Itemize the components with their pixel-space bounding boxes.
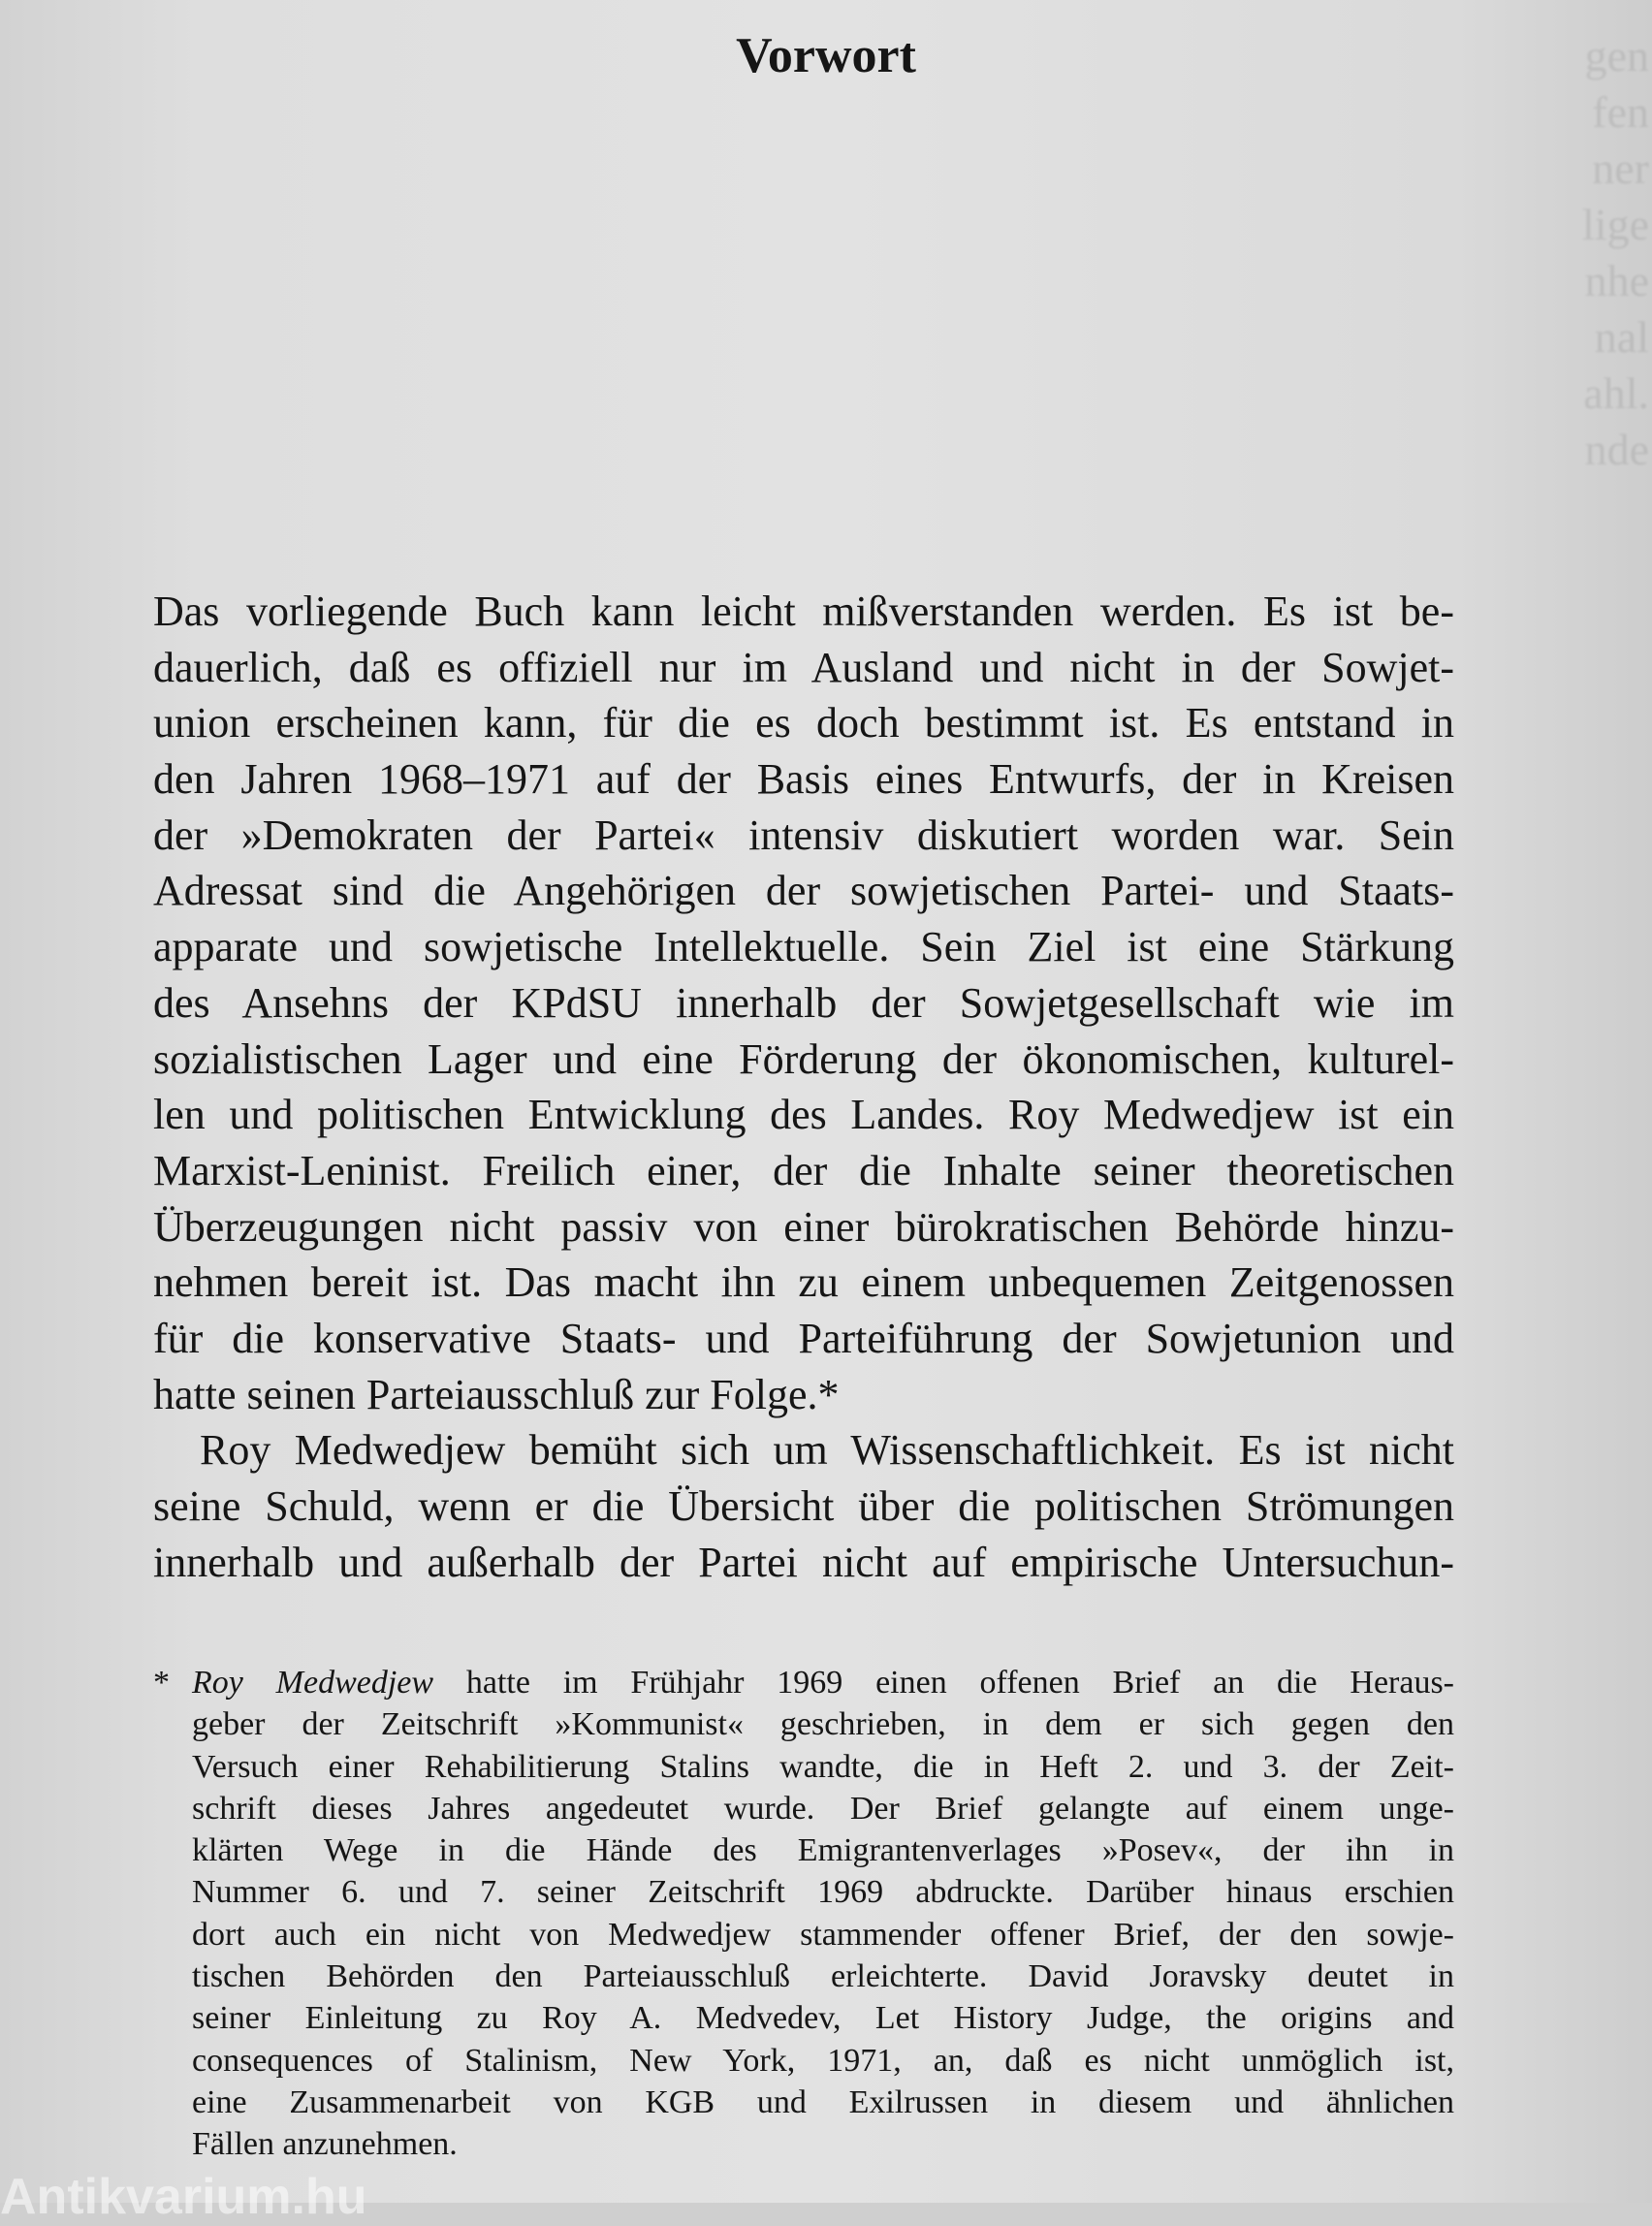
text-line: für die konservative Staats- und Parteiführung der Sowjetunion und — [153, 1314, 1454, 1362]
footnote-line: consequences of Stalinism, New York, 1971, an, daß es nicht unmöglich ist, — [192, 2042, 1454, 2079]
text-line: Marxist-Leninist. Freilich einer, der die Inhalte seiner theoretischen — [153, 1146, 1454, 1194]
text-line: Das vorliegende Buch kann leicht mißverstanden werden. Es ist be- — [153, 588, 1454, 635]
footnote-line: dort auch ein nicht von Medwedjew stammender offener Brief, der den sowje- — [192, 1916, 1454, 1953]
page-title: Vorwort — [736, 28, 916, 83]
text-line: apparate und sowjetische Intellektuelle. Sein Ziel ist eine Stärkung — [153, 923, 1454, 971]
footnote-line: Nummer 6. und 7. seiner Zeitschrift 1969 abdruckte. Darüber hinaus erschien — [192, 1874, 1454, 1911]
text-line: der »Demokraten der Partei« intensiv diskutiert worden war. Sein — [153, 811, 1454, 859]
footnote-line: seiner Einleitung zu Roy A. Medvedev, Let History Judge, the origins and — [192, 2000, 1454, 2037]
footnote-line: geber der Zeitschrift »Kommunist« geschrieben, in dem er sich gegen den — [192, 1706, 1454, 1743]
footnote-author: Roy Medwedjew — [192, 1665, 434, 1701]
text-line: nehmen bereit ist. Das macht ihn zu einem unbequemen Zeitgenossen — [153, 1258, 1454, 1307]
show-through-text: gen fen ner lige nhe nal ahl. nde — [1582, 31, 1649, 474]
footnote-line: eine Zusammenarbeit von KGB und Exilrussen in diesem und ähnlichen — [192, 2083, 1454, 2120]
footnote — [153, 1662, 1454, 2166]
footnote-marker: * — [153, 1665, 170, 1701]
text-line: den Jahren 1968–1971 auf der Basis eines Entwurfs, der in Kreisen — [153, 755, 1454, 804]
footnote-line — [153, 1662, 1454, 1703]
text-line: Adressat sind die Angehörigen der sowjetischen Partei- und Staats- — [153, 867, 1454, 915]
text-line: sozialistischen Lager und eine Förderung der ökonomischen, kulturel- — [153, 1034, 1454, 1083]
text-line: hatte seinen Parteiausschluß zur Folge.* — [153, 1370, 840, 1418]
text-line: dauerlich, daß es offiziell nur im Ausland und nicht in der Sowjet- — [153, 643, 1454, 691]
footnote-line: schrift dieses Jahres angedeutet wurde. Der Brief gelangte auf einem unge- — [192, 1790, 1454, 1827]
text-line: Überzeugungen nicht passiv von einer bürokratischen Behörde hinzu- — [153, 1202, 1454, 1251]
main-text — [153, 584, 1454, 1590]
text-line: des Ansehns der KPdSU innerhalb der Sowjetgesellschaft wie im — [153, 978, 1454, 1027]
text-line: len und politischen Entwicklung des Landes. Roy Medwedjew ist ein — [153, 1091, 1454, 1139]
footnote-line: Fällen anzunehmen. — [192, 2126, 458, 2163]
footnote-line: tischen Behörden den Parteiausschluß erleichterte. David Joravsky deutet in — [192, 1958, 1454, 1995]
text-line: Roy Medwedjew bemüht sich um Wissenschaftlichkeit. Es ist nicht — [200, 1426, 1454, 1475]
text-line: union erscheinen kann, für die es doch bestimmt ist. Es entstand in — [153, 699, 1454, 747]
watermark: Antikvarium.hu — [0, 2169, 367, 2225]
footnote-text: hatte im Frühjahr 1969 einen offenen Brief an die Heraus- — [465, 1665, 1455, 1701]
text-line: innerhalb und außerhalb der Partei nicht auf empirische Untersuchun- — [153, 1538, 1454, 1586]
text-line: seine Schuld, wenn er die Übersicht über die politischen Strömungen — [153, 1482, 1454, 1530]
footnote-line: klärten Wege in die Hände des Emigrantenverlages »Posev«, der ihn in — [192, 1832, 1454, 1869]
footnote-line: Versuch einer Rehabilitierung Stalins wandte, die in Heft 2. und 3. der Zeit- — [192, 1748, 1454, 1785]
